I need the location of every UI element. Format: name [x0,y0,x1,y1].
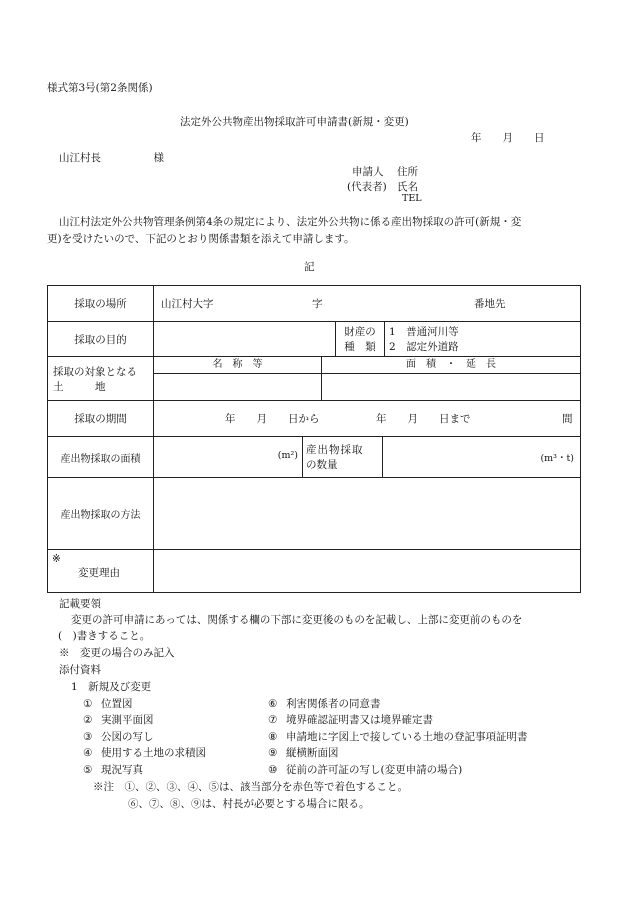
property-option-road[interactable]: 2 認定外道路 [389,341,459,353]
purpose-label: 採取の目的 [48,322,154,357]
quantity-label-2: の数量 [306,459,338,471]
body-text-line1: 山江村法定外公共物管理条例第4条の規定により、法定外公共物に係る産出物採取の許可(新規・変 [59,216,522,228]
attachment-item-10: ⑩ 従前の許可証の写し(変更申請の場合) [268,764,463,776]
quantity-field[interactable] [383,437,580,477]
place-label: 採取の場所 [48,286,154,322]
period-field[interactable] [154,401,581,437]
notes-line3: ※ 変更の場合のみ記入 [59,647,175,659]
attachment-note-2: ⑥、⑦、⑧、⑨は、村長が必要とする場合に限る。 [128,798,370,810]
document-title: 法定外公共物産出物採取許可申請書(新規・変更) [180,116,409,128]
land-label-2: 土 地 [53,380,106,393]
attachment-item-7: ⑦ 境界確認証明書又は境界確定書 [268,714,433,726]
land-area-header: 面 積 ・ 延 長 [322,357,580,374]
place-aza: 字 [312,298,323,310]
form-number: 様式第3号(第2条関係) [47,82,153,94]
quantity-unit: (m³・t) [540,453,575,464]
application-table [47,285,581,593]
addressee: 山江村長 様 [59,152,164,164]
notes-heading: 記載要領 [59,598,101,610]
notes-line2: ( )書きすること。 [58,630,151,642]
area-field[interactable] [154,437,303,477]
period-label: 採取の期間 [48,401,154,437]
applicant-address-label: 住所 [397,166,418,178]
attachment-item-1: ① 位置図 [83,698,133,710]
attachments-subheading: 1 新規及び変更 [71,681,152,693]
attachments-heading: 添付資料 [59,664,101,676]
place-field[interactable] [154,286,581,322]
notes-line1: 変更の許可申請にあっては、関係する欄の下部に変更後のものを記載し、上部に変更前のものを [71,614,523,626]
change-reason-label: 変更理由 [78,567,120,579]
method-field[interactable] [154,478,581,550]
property-label-1: 財産の [344,326,376,338]
applicant-tel-label: TEL [402,193,422,204]
land-name-header: 名 称 等 [154,357,321,374]
method-label: 産出物採取の方法 [48,478,154,550]
period-unit: 間 [562,413,573,425]
change-mark: ※ [52,553,61,565]
ki-heading: 記 [304,261,315,273]
attachment-item-2: ② 実測平面図 [83,714,154,726]
land-label-1: 採取の対象となる [53,365,137,378]
body-text-line2: 更)を受けたいので、下記のとおり関係書類を添えて申請します。 [47,233,355,245]
attachment-item-5: ⑤ 現況写真 [83,764,143,776]
representative-label: (代表者) [347,181,387,193]
period-from: 年 月 日から [225,413,320,425]
date-line[interactable]: 年 月 日 [471,132,545,144]
land-name-field[interactable] [154,374,321,400]
area-unit: (m²) [277,450,298,461]
attachment-item-8: ⑧ 申請地に字図上で接している土地の登記事項証明書 [268,731,528,743]
quantity-label-1: 産出物採取 [306,444,364,456]
property-option-river[interactable]: 1 普通河川等 [389,326,459,338]
attachment-note-1: ※注 ①、②、③、④、⑤は、該当部分を赤色等で着色すること。 [93,781,408,793]
attachment-item-9: ⑨ 縦横断面図 [268,747,339,759]
applicant-label: 申請人 [352,166,384,178]
place-value: 山江村大字 [161,298,214,310]
purpose-field[interactable] [154,322,336,356]
attachment-item-6: ⑥ 利害関係者の同意書 [268,698,381,710]
property-label-2: 種 類 [344,341,376,353]
area-label: 産出物採取の面積 [48,437,154,478]
attachment-item-3: ③ 公図の写し [83,731,154,743]
period-to: 年 月 日まで [376,413,471,425]
place-banchi: 番地先 [474,298,506,310]
applicant-name-label: 氏名 [397,181,418,193]
land-area-field[interactable] [322,374,580,400]
change-reason-field[interactable] [154,550,581,593]
attachment-item-4: ④ 使用する土地の求積図 [83,747,206,759]
